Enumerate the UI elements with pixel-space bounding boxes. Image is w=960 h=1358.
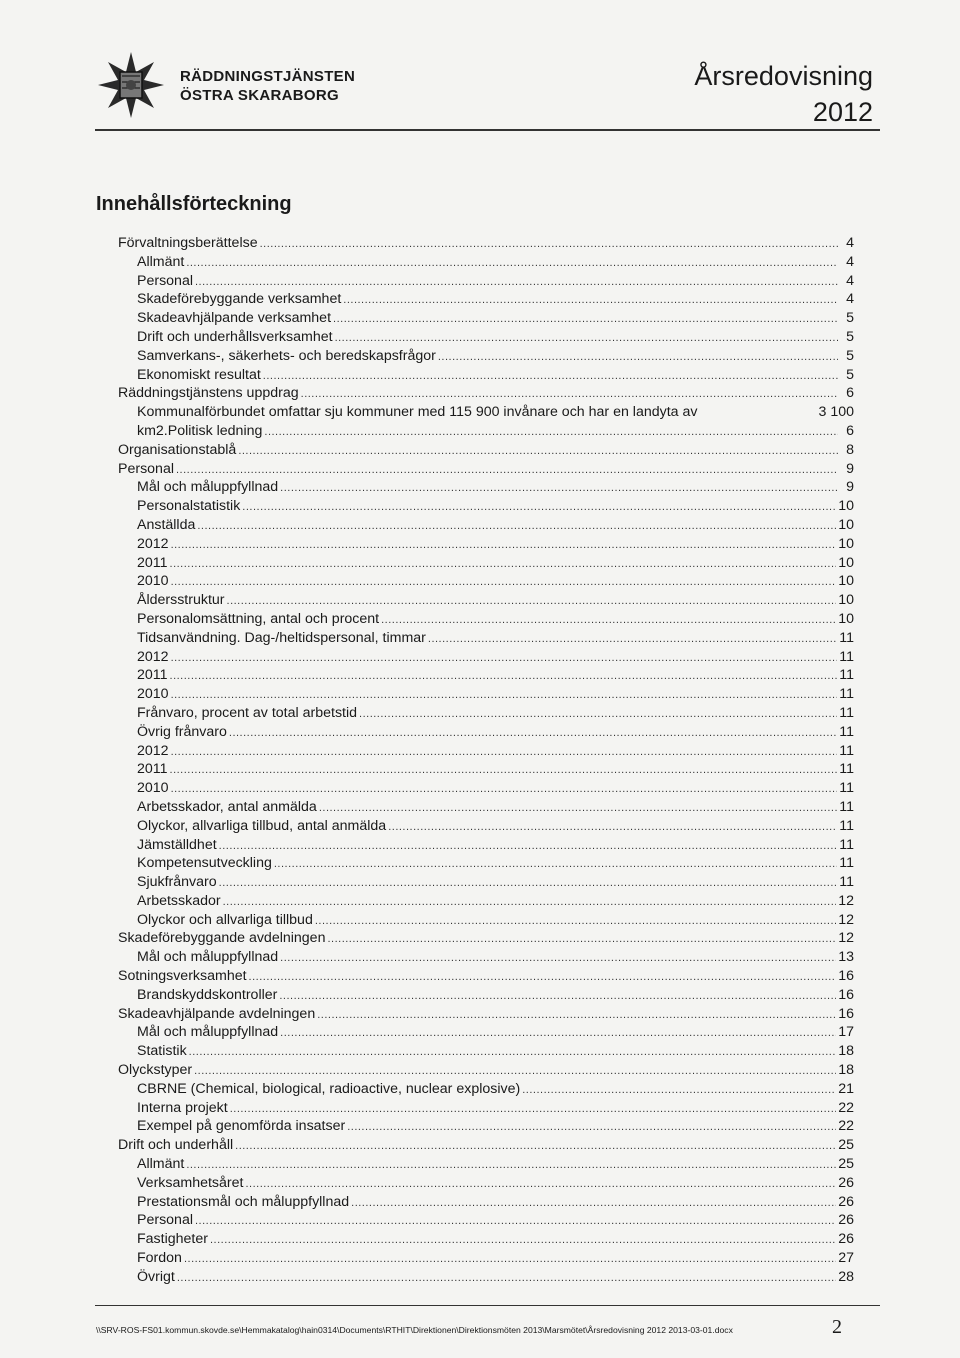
- toc-entry-page: 10: [838, 592, 854, 609]
- toc-dot-leader: [229, 724, 837, 743]
- document-year: 2012: [812, 97, 873, 127]
- toc-entry[interactable]: [118, 441, 854, 460]
- toc-entry[interactable]: [118, 422, 854, 441]
- toc-entry[interactable]: [118, 1023, 854, 1042]
- toc-dot-leader: [223, 893, 837, 912]
- toc-dot-leader: [189, 1043, 837, 1062]
- toc-entry-page: 4: [846, 253, 854, 270]
- toc-dot-leader: [260, 235, 838, 254]
- toc-entry-page: 3 100: [818, 404, 854, 421]
- toc-dot-leader: [171, 536, 837, 555]
- toc-dot-leader: [280, 1024, 836, 1043]
- toc-entry-page: 22: [838, 1099, 854, 1116]
- toc-entry-page: 5: [846, 366, 854, 383]
- toc-entry-title: 2012: [137, 535, 169, 552]
- toc-entry[interactable]: [118, 854, 854, 873]
- toc-entry[interactable]: [118, 403, 854, 422]
- toc-entry-title: Brandskyddskontroller: [137, 986, 278, 1003]
- toc-entry[interactable]: [118, 892, 854, 911]
- toc-entry-page: 16: [838, 968, 854, 985]
- toc-entry-title: 2011: [137, 761, 168, 778]
- toc-entry[interactable]: [118, 1193, 854, 1212]
- toc-dot-leader: [279, 987, 836, 1006]
- toc-entry-title: Mål och måluppfyllnad: [137, 1024, 279, 1041]
- toc-entry-page: 27: [838, 1250, 854, 1267]
- toc-dot-leader: [249, 968, 837, 987]
- toc-entry-page: 11: [839, 817, 854, 834]
- toc-dot-leader: [381, 611, 836, 630]
- toc-entry-title: Skadeavhjälpande verksamhet: [137, 310, 332, 327]
- toc-entry-page: 26: [838, 1193, 854, 1210]
- toc-entry-page: 22: [838, 1118, 854, 1135]
- toc-entry-page: 10: [838, 498, 854, 515]
- toc-dot-leader: [388, 818, 837, 837]
- toc-entry-title: 2012: [137, 648, 169, 665]
- toc-entry-title: Förvaltningsberättelse: [118, 235, 258, 251]
- toc-entry[interactable]: [118, 1117, 854, 1136]
- toc-dot-leader: [317, 1006, 836, 1025]
- toc-entry-title: Skadeförebyggande avdelningen: [118, 930, 326, 947]
- toc-entry-title: Övrigt: [137, 1268, 175, 1285]
- toc-entry-page: 26: [838, 1231, 854, 1248]
- toc-entry[interactable]: [118, 460, 854, 479]
- toc-entry-title: Kommunalförbundet omfattar sju kommuner med 115 900 invånare och har en landyta av: [137, 404, 698, 421]
- toc-entry-title: Allmänt: [137, 253, 185, 270]
- toc-entry-title: Drift och underhåll: [118, 1137, 234, 1154]
- toc-entry[interactable]: [118, 760, 854, 779]
- toc-entry-title: Drift och underhållsverksamhet: [137, 328, 333, 345]
- toc-entry[interactable]: [118, 704, 854, 723]
- toc-entry-page: 11: [839, 798, 854, 815]
- toc-entry-title: Sotningsverksamhet: [118, 968, 247, 985]
- toc-entry[interactable]: [118, 384, 854, 403]
- toc-dot-leader: [195, 273, 838, 292]
- toc-dot-leader: [359, 705, 837, 724]
- toc-entry-page: 11: [839, 704, 854, 721]
- toc-entry[interactable]: [118, 723, 854, 742]
- toc-entry-page: 25: [838, 1137, 854, 1154]
- toc-dot-leader: [197, 517, 836, 536]
- toc-dot-leader: [171, 780, 838, 799]
- toc-entry-title: Personal: [118, 460, 174, 477]
- toc-entry[interactable]: [118, 1080, 854, 1099]
- toc-entry-page: 11: [839, 836, 854, 853]
- toc-entry-title: Samverkans-, säkerhets- och beredskapsfrågor: [137, 347, 436, 364]
- toc-entry[interactable]: [118, 1136, 854, 1155]
- toc-entry[interactable]: [118, 1268, 854, 1287]
- toc-entry-title: 2012: [137, 742, 169, 759]
- toc-entry-title: Olyckor, allvarliga tillbud, antal anmälda: [137, 817, 387, 834]
- toc-entry[interactable]: [118, 366, 854, 385]
- toc-entry[interactable]: [118, 234, 854, 253]
- toc-entry[interactable]: [118, 535, 854, 554]
- toc-entry-title: Olyckor och allvarliga tillbud: [137, 911, 313, 928]
- toc-entry[interactable]: [118, 253, 854, 272]
- toc-entry[interactable]: [118, 1230, 854, 1249]
- toc-dot-leader: [176, 461, 838, 480]
- footer-divider: [95, 1305, 880, 1306]
- toc-entry-page: 21: [838, 1080, 854, 1097]
- toc-entry[interactable]: [118, 986, 854, 1005]
- toc-dot-leader: [280, 479, 838, 498]
- toc-entry[interactable]: [118, 497, 854, 516]
- toc-entry-page: 18: [838, 1062, 854, 1079]
- toc-entry-page: 10: [838, 573, 854, 590]
- header-divider: [95, 129, 880, 131]
- toc-entry-page: 10: [838, 610, 854, 627]
- toc-entry-title: km2.Politisk ledning: [137, 422, 263, 439]
- toc-entry[interactable]: [118, 629, 854, 648]
- toc-entry[interactable]: [118, 798, 854, 817]
- organization-name-line1: RÄDDNINGSTJÄNSTEN: [180, 68, 356, 85]
- toc-entry-page: 11: [839, 874, 854, 891]
- toc-dot-leader: [194, 1062, 836, 1081]
- toc-entry-title: Olyckstyper: [118, 1062, 193, 1079]
- toc-dot-leader: [170, 667, 838, 686]
- toc-entry-page: 17: [838, 1024, 854, 1041]
- toc-entry-page: 12: [838, 892, 854, 909]
- toc-entry-title: Allmänt: [137, 1156, 185, 1173]
- toc-heading: Innehållsförteckning: [96, 193, 292, 215]
- toc-dot-leader: [171, 743, 838, 762]
- toc-dot-leader: [186, 254, 838, 273]
- toc-entry[interactable]: [118, 516, 854, 535]
- toc-entry[interactable]: [118, 572, 854, 591]
- toc-entry[interactable]: [118, 929, 854, 948]
- toc-entry-page: 12: [838, 930, 854, 947]
- table-of-contents: [118, 234, 854, 1287]
- toc-entry[interactable]: [118, 554, 854, 573]
- toc-entry-page: 5: [846, 310, 854, 327]
- toc-dot-leader: [242, 498, 836, 517]
- toc-entry[interactable]: [118, 478, 854, 497]
- toc-entry-title: Organisationstablå: [118, 441, 237, 458]
- toc-dot-leader: [301, 385, 838, 404]
- toc-dot-leader: [428, 630, 837, 649]
- toc-entry-title: Åldersstruktur: [137, 592, 225, 609]
- toc-entry-title: 2011: [137, 554, 168, 571]
- toc-entry-title: 2010: [137, 780, 169, 797]
- toc-entry-page: 11: [839, 629, 854, 646]
- toc-dot-leader: [219, 874, 838, 893]
- toc-entry[interactable]: [118, 309, 854, 328]
- toc-entry-title: 2010: [137, 686, 169, 703]
- toc-entry-page: 8: [846, 441, 854, 458]
- toc-entry-page: 11: [839, 742, 854, 759]
- toc-entry-title: Personal: [137, 1212, 193, 1229]
- toc-entry-title: Räddningstjänstens uppdrag: [118, 385, 299, 402]
- toc-entry[interactable]: [118, 836, 854, 855]
- toc-entry[interactable]: [118, 610, 854, 629]
- toc-entry[interactable]: [118, 1005, 854, 1024]
- toc-entry-title: Ekonomiskt resultat: [137, 366, 261, 383]
- toc-entry[interactable]: [118, 1042, 854, 1061]
- toc-entry-title: Mål och måluppfyllnad: [137, 949, 279, 966]
- page-number: 2: [832, 1316, 842, 1338]
- toc-entry-title: 2010: [137, 573, 169, 590]
- toc-entry-page: 6: [846, 422, 854, 439]
- rescue-service-star-logo: [96, 50, 166, 120]
- toc-entry-title: CBRNE (Chemical, biological, radioactive, nuclear explosive): [137, 1080, 521, 1097]
- toc-entry-page: 11: [839, 761, 854, 778]
- toc-dot-leader: [274, 855, 837, 874]
- toc-dot-leader: [195, 1212, 836, 1231]
- toc-dot-leader: [219, 837, 838, 856]
- toc-dot-leader: [230, 1100, 837, 1119]
- toc-entry-title: Prestationsmål och måluppfyllnad: [137, 1193, 350, 1210]
- document-header: [0, 0, 960, 135]
- toc-dot-leader: [315, 912, 836, 931]
- toc-entry[interactable]: [118, 1174, 854, 1193]
- toc-dot-leader: [177, 1269, 836, 1288]
- organization-name: [180, 67, 355, 105]
- toc-entry-page: 11: [839, 667, 854, 684]
- toc-entry-title: Personalstatistik: [137, 498, 241, 515]
- toc-dot-leader: [210, 1231, 836, 1250]
- toc-entry-page: 5: [846, 328, 854, 345]
- toc-entry[interactable]: [118, 347, 854, 366]
- toc-entry-page: 11: [839, 723, 854, 740]
- toc-entry-title: Sjukfrånvaro: [137, 874, 217, 891]
- toc-entry-page: 12: [838, 911, 854, 928]
- toc-entry[interactable]: [118, 328, 854, 347]
- toc-entry-page: 9: [846, 460, 854, 477]
- toc-dot-leader: [522, 1081, 836, 1100]
- toc-entry-page: 16: [838, 1005, 854, 1022]
- toc-dot-leader: [333, 310, 838, 329]
- toc-entry-title: Frånvaro, procent av total arbetstid: [137, 704, 358, 721]
- toc-entry-title: Skadeförebyggande verksamhet: [137, 291, 342, 308]
- toc-entry-title: Fordon: [137, 1250, 182, 1267]
- toc-dot-leader: [327, 930, 836, 949]
- toc-dot-leader: [171, 686, 838, 705]
- toc-dot-leader: [171, 573, 837, 592]
- toc-entry-title: Tidsanvändning. Dag-/heltidspersonal, timmar: [137, 629, 426, 646]
- toc-entry-page: 26: [838, 1174, 854, 1191]
- toc-dot-leader: [238, 442, 838, 461]
- toc-entry-page: 4: [846, 272, 854, 289]
- toc-entry[interactable]: [118, 290, 854, 309]
- toc-entry[interactable]: [118, 911, 854, 930]
- toc-entry-page: 4: [846, 291, 854, 308]
- toc-dot-leader: [335, 329, 838, 348]
- toc-dot-leader: [227, 592, 837, 611]
- toc-dot-leader: [264, 423, 838, 442]
- toc-entry[interactable]: [118, 817, 854, 836]
- toc-entry-title: Skadeavhjälpande avdelningen: [118, 1005, 316, 1022]
- toc-entry-page: 4: [846, 235, 854, 251]
- toc-entry-title: Interna projekt: [137, 1099, 228, 1116]
- toc-entry[interactable]: [118, 948, 854, 967]
- toc-entry-title: Exempel på genomförda insatser: [137, 1118, 346, 1135]
- toc-dot-leader: [438, 348, 838, 367]
- toc-entry-title: 2011: [137, 667, 168, 684]
- toc-entry-title: Anställda: [137, 516, 196, 533]
- toc-entry-title: Kompetensutveckling: [137, 855, 272, 872]
- toc-entry-page: 10: [838, 516, 854, 533]
- toc-dot-leader: [184, 1250, 836, 1269]
- toc-dot-leader: [171, 649, 838, 668]
- document-title: Årsredovisning: [694, 61, 873, 91]
- toc-entry-page: 18: [838, 1043, 854, 1060]
- toc-entry[interactable]: [118, 272, 854, 291]
- toc-entry-page: 10: [838, 554, 854, 571]
- toc-entry-page: 26: [838, 1212, 854, 1229]
- toc-entry-page: 10: [838, 535, 854, 552]
- toc-entry-page: 11: [839, 855, 854, 872]
- toc-dot-leader: [170, 555, 837, 574]
- toc-entry-title: Personal: [137, 272, 193, 289]
- toc-entry-title: Arbetsskador: [137, 892, 221, 909]
- toc-entry-title: Övrig frånvaro: [137, 723, 227, 740]
- footer-file-path: \\SRV-ROS-FS01.kommun.skovde.se\Hemmakatalog\hain0314\Documents\RTHIT\Direktionen\Direktionsmöten 2013\Marsmötet\Årsredovisning 2012 2013-03-01.docx: [96, 1325, 733, 1335]
- toc-entry[interactable]: [118, 648, 854, 667]
- toc-entry-title: Personalomsättning, antal och procent: [137, 610, 380, 627]
- toc-entry[interactable]: [118, 1249, 854, 1268]
- toc-entry[interactable]: [118, 1211, 854, 1230]
- toc-entry-page: 28: [838, 1268, 854, 1285]
- toc-entry-page: 6: [846, 385, 854, 402]
- toc-entry-page: 11: [839, 648, 854, 665]
- toc-entry[interactable]: [118, 967, 854, 986]
- toc-entry-page: 16: [838, 986, 854, 1003]
- toc-entry-title: Arbetsskador, antal anmälda: [137, 798, 317, 815]
- toc-entry[interactable]: [118, 666, 854, 685]
- toc-entry[interactable]: [118, 591, 854, 610]
- toc-entry-title: Mål och måluppfyllnad: [137, 479, 279, 496]
- toc-entry[interactable]: [118, 742, 854, 761]
- toc-dot-leader: [319, 799, 837, 818]
- toc-entry[interactable]: [118, 1155, 854, 1174]
- toc-dot-leader: [235, 1137, 836, 1156]
- toc-entry-page: 11: [839, 780, 854, 797]
- toc-entry[interactable]: [118, 685, 854, 704]
- toc-dot-leader: [263, 367, 838, 386]
- toc-entry[interactable]: [118, 779, 854, 798]
- toc-entry-page: 9: [846, 479, 854, 496]
- toc-entry[interactable]: [118, 873, 854, 892]
- toc-entry-page: 25: [838, 1156, 854, 1173]
- toc-entry-page: 11: [839, 686, 854, 703]
- toc-dot-leader: [245, 1175, 836, 1194]
- toc-dot-leader: [280, 949, 836, 968]
- toc-entry[interactable]: [118, 1099, 854, 1118]
- toc-entry-title: Jämställdhet: [137, 836, 217, 853]
- toc-dot-leader: [347, 1118, 836, 1137]
- toc-entry-title: Statistik: [137, 1043, 187, 1060]
- organization-name-line2: ÖSTRA SKARABORG: [180, 87, 339, 104]
- toc-dot-leader: [170, 761, 838, 780]
- toc-dot-leader: [351, 1194, 836, 1213]
- toc-entry-page: 5: [846, 347, 854, 364]
- toc-entry[interactable]: [118, 1061, 854, 1080]
- toc-dot-leader: [186, 1156, 836, 1175]
- toc-entry-title: Fastigheter: [137, 1231, 208, 1248]
- toc-entry-page: 13: [838, 949, 854, 966]
- toc-dot-leader: [343, 291, 838, 310]
- toc-entry-title: Verksamhetsåret: [137, 1174, 244, 1191]
